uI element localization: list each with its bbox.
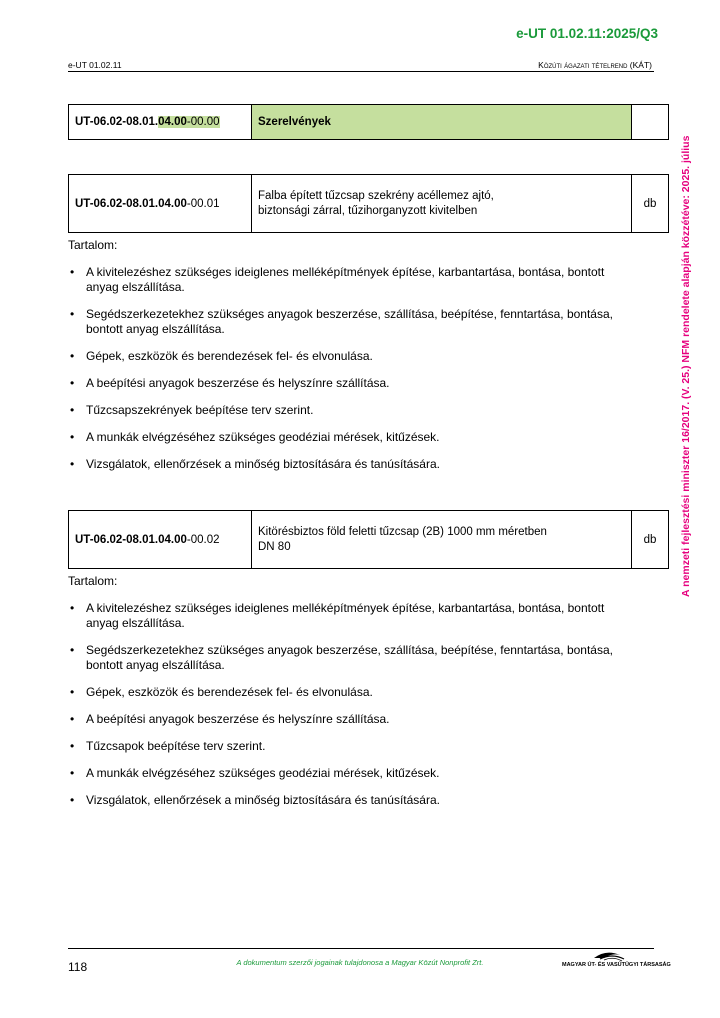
tartalom-label: Tartalom: xyxy=(68,238,118,252)
item-table xyxy=(68,510,669,569)
section-header-table xyxy=(68,104,669,140)
list-item: • Segédszerkezetekhez szükséges anyagok beszerzése, szállítása, beépítése, fenntartása, bontása, bontott anyag elszállítása. xyxy=(68,643,628,673)
header-right: Közúti ágazati tételrend (KÁT) xyxy=(538,60,652,70)
page-number: 118 xyxy=(68,960,88,974)
list-item: • A kivitelezéshez szükséges ideiglenes melléképítmények építése, karbantartása, bontása, bontott anyag elszállítása. xyxy=(68,265,628,295)
item-unit: db xyxy=(632,511,669,569)
header-divider xyxy=(68,71,654,72)
list-item: • A kivitelezéshez szükséges ideiglenes melléképítmények építése, karbantartása, bontása, bontott anyag elszállítása. xyxy=(68,601,628,631)
list-item: • Gépek, eszközök és berendezések fel- és elvonulása. xyxy=(68,685,628,700)
list-item: • Vizsgálatok, ellenőrzések a minőség biztosítására és tanúsítására. xyxy=(68,793,628,808)
section-code: UT-06.02-08.01.04.00-00.00 xyxy=(69,105,252,140)
list-item: • Vizsgálatok, ellenőrzések a minőség biztosítására és tanúsítására. xyxy=(68,457,628,472)
item-code: UT-06.02-08.01.04.00-00.01 xyxy=(69,175,252,233)
copyright-note: A dokumentum szerzői jogainak tulajdonosa a Magyar Közút Nonprofit Zrt. xyxy=(236,958,484,967)
list-item: • Gépek, eszközök és berendezések fel- és elvonulása. xyxy=(68,349,628,364)
list-item: • Tűzcsapszekrények beépítése terv szerint. xyxy=(68,403,628,418)
list-item: • A munkák elvégzéséhez szükséges geodéziai mérések, kitűzések. xyxy=(68,766,628,781)
document-code: e-UT 01.02.11:2025/Q3 xyxy=(516,26,658,41)
header-left: e-UT 01.02.11 xyxy=(68,60,122,70)
list-item: • Segédszerkezetekhez szükséges anyagok beszerzése, szállítása, beépítése, fenntartása, bontása, bontott anyag elszállítása. xyxy=(68,307,628,337)
item-code: UT-06.02-08.01.04.00-00.02 xyxy=(69,511,252,569)
item-table xyxy=(68,174,669,233)
side-publication-note: A nemzeti fejlesztési miniszter 16/2017. (V. 25.) NFM rendelete alapján közzétéve: 2025. július xyxy=(680,135,692,597)
list-item: • Tűzcsapok beépítése terv szerint. xyxy=(68,739,628,754)
item-description: Kitörésbiztos föld feletti tűzcsap (2B) 1000 mm méretben DN 80 xyxy=(252,511,632,569)
list-item: • A beépítési anyagok beszerzése és helyszínre szállítása. xyxy=(68,712,628,727)
company-logo-icon xyxy=(560,948,660,974)
content-list xyxy=(68,601,628,820)
item-description: Falba épített tűzcsap szekrény acéllemez ajtó, biztonsági zárral, tűzihorganyzott kivitelben xyxy=(252,175,632,233)
logo-text: MAGYAR ÚT- ÉS VASÚTÜGYI TÁRSASÁG xyxy=(562,962,671,968)
item-unit: db xyxy=(632,175,669,233)
list-item: • A munkák elvégzéséhez szükséges geodéziai mérések, kitűzések. xyxy=(68,430,628,445)
tartalom-label: Tartalom: xyxy=(68,574,118,588)
content-list xyxy=(68,265,628,484)
list-item: • A beépítési anyagok beszerzése és helyszínre szállítása. xyxy=(68,376,628,391)
section-unit-cell xyxy=(632,105,669,140)
section-title: Szerelvények xyxy=(252,105,632,140)
